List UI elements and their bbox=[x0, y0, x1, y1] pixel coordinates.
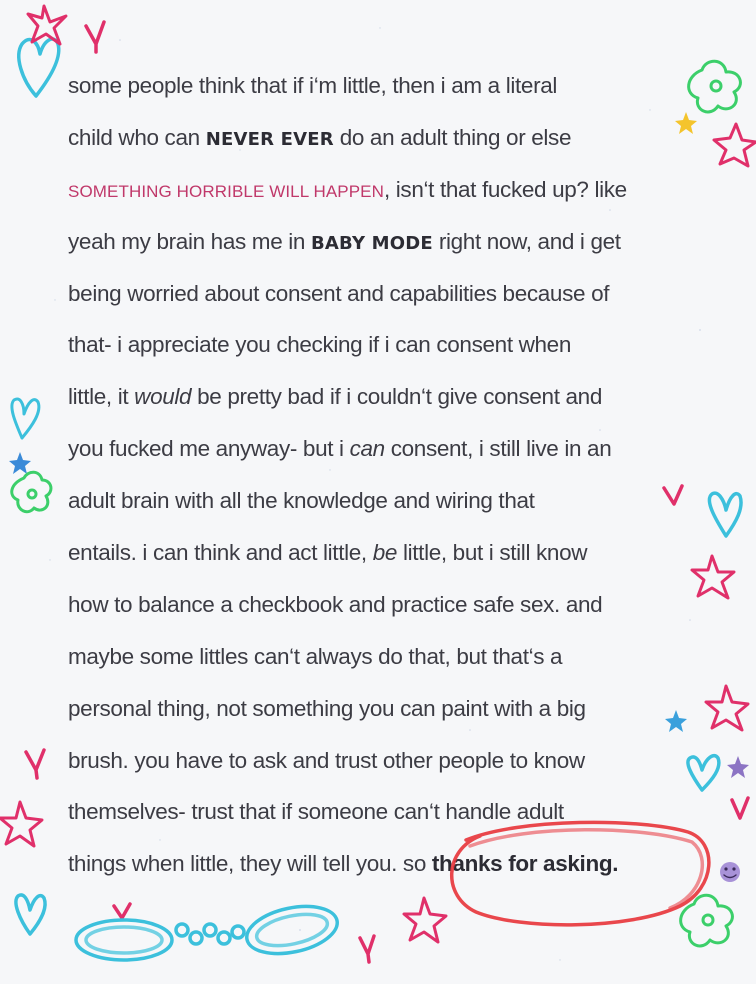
text-run: consent, i still live in an bbox=[384, 436, 612, 462]
text-run: being worried about consent and capabilities because of bbox=[68, 280, 610, 306]
text-run: themselves- trust that if someone can‘t handle adult bbox=[68, 799, 564, 825]
pink-heart-icon bbox=[664, 486, 682, 504]
text-run: yeah my brain has me in bbox=[68, 228, 311, 254]
text-run: how to balance a checkbook and practice safe sex. and bbox=[68, 591, 603, 617]
pink-star-icon bbox=[404, 898, 446, 942]
blue-heart-icon bbox=[709, 493, 741, 536]
purple-star-icon bbox=[727, 756, 749, 778]
emphasis-baby-mode: BABY MODE bbox=[310, 232, 433, 254]
emphasis-can: can bbox=[349, 436, 385, 462]
text-run: things when little, they will tell you. so bbox=[68, 851, 432, 877]
text-run: maybe some littles can‘t always do that, but that‘s a bbox=[68, 643, 563, 669]
pink-star-icon bbox=[0, 802, 42, 846]
yellow-star-icon bbox=[675, 112, 697, 134]
pink-star-icon bbox=[714, 124, 756, 166]
text-run: child who can bbox=[68, 124, 206, 150]
blue-star-icon bbox=[665, 710, 687, 732]
smiley-icon bbox=[720, 862, 740, 882]
emphasis-never-ever: NEVER EVER bbox=[205, 128, 334, 150]
emphasis-be: be bbox=[372, 540, 398, 566]
text-run: do an adult thing or else bbox=[333, 124, 572, 150]
text-run: that- i appreciate you checking if i can consent when bbox=[68, 332, 572, 358]
blue-heart-icon bbox=[12, 399, 39, 438]
text-run: , isn‘t that fucked up? like bbox=[383, 176, 627, 202]
pink-heart-icon bbox=[732, 798, 748, 818]
emphasis-would: would bbox=[134, 384, 192, 410]
emphasis-thanks-for-asking: thanks for asking. bbox=[431, 851, 619, 877]
pink-star-icon bbox=[28, 6, 66, 44]
text-run: entails. i can think and act little, bbox=[68, 540, 373, 566]
red-circle-doodle bbox=[452, 822, 709, 924]
pink-star-icon bbox=[692, 556, 734, 598]
text-run: little, but i still know bbox=[397, 540, 588, 566]
text-run: some people think that if i‘m little, then i am a literal bbox=[68, 73, 558, 98]
text-run: brush. you have to ask and trust other people to know bbox=[68, 747, 585, 773]
pink-heart-icon bbox=[86, 22, 104, 52]
pink-heart-icon bbox=[26, 750, 44, 778]
blue-heart-icon bbox=[16, 895, 45, 934]
text-run: you fucked me anyway- but i bbox=[68, 436, 350, 462]
green-flower-icon bbox=[689, 61, 741, 112]
text-run: right now, and i get bbox=[432, 228, 621, 254]
pink-heart-icon bbox=[114, 904, 130, 918]
blue-star-icon bbox=[9, 452, 31, 474]
text-run: personal thing, not something you can paint with a big bbox=[68, 695, 586, 721]
text-run: little, it bbox=[68, 384, 135, 410]
green-flower-icon bbox=[12, 472, 51, 511]
emphasis-something-horrible: SOMETHING HORRIBLE WILL HAPPEN bbox=[68, 181, 384, 201]
text-run: adult brain with all the knowledge and wiring that bbox=[68, 488, 535, 514]
blue-heart-icon bbox=[688, 756, 719, 790]
pink-heart-icon bbox=[360, 936, 374, 962]
blue-heart-icon bbox=[19, 39, 59, 96]
pink-star-icon bbox=[706, 686, 748, 730]
text-run: be pretty bad if i couldn‘t give consent and bbox=[191, 384, 602, 410]
